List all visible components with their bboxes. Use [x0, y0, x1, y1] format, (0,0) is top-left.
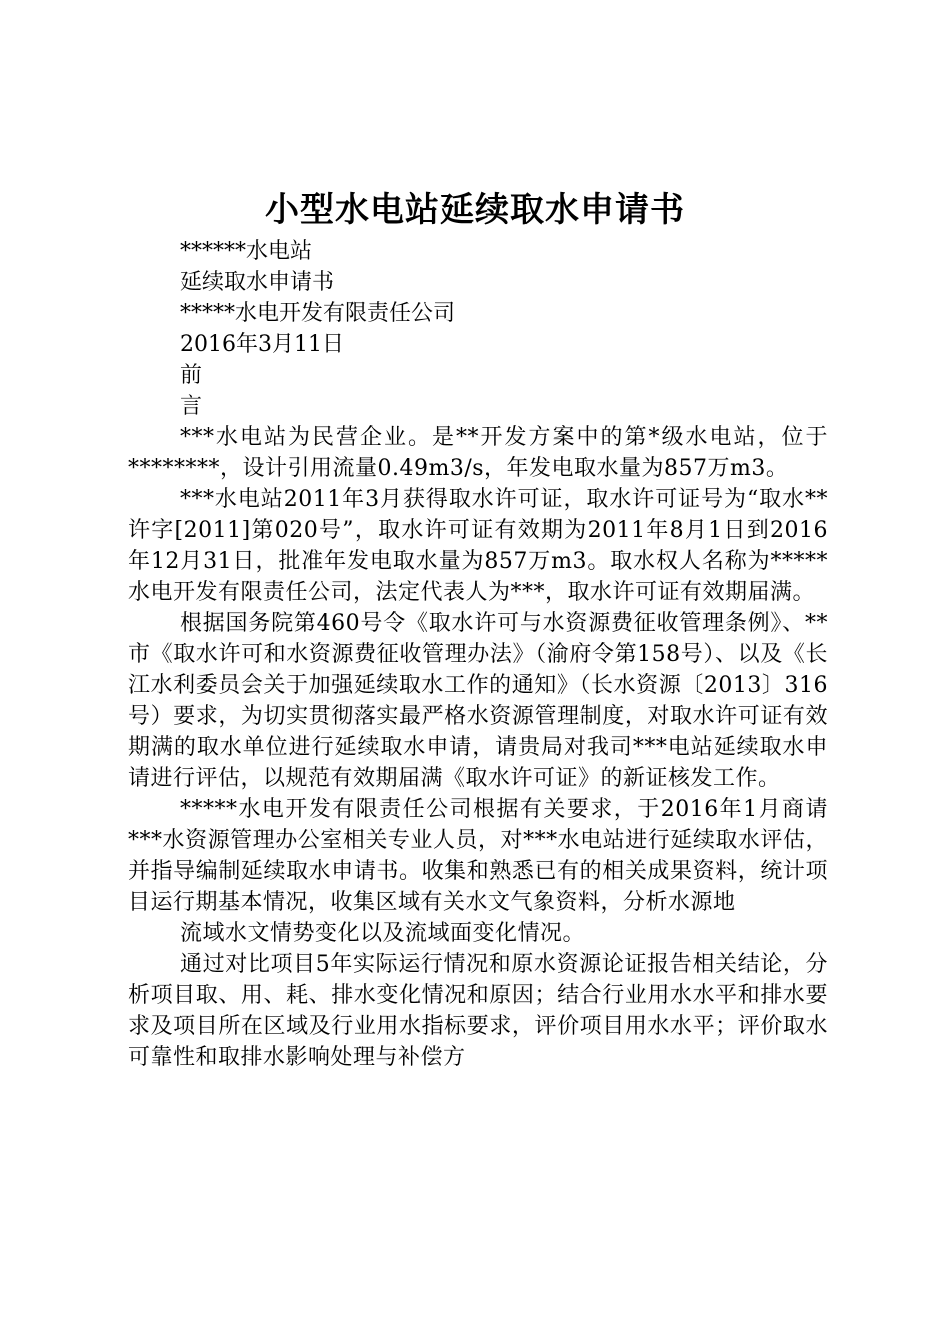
preface-heading-part1: 前 [180, 363, 203, 388]
document-body [128, 236, 828, 1073]
paragraph-license: ***水电站2011年3月获得取水许可证，取水许可证号为“取水**许字[2011]第020号”，取水许可证有效期为2011年8月1日到2016年12月31日，批准年发电取水量为857万m3。取水权人名称为*****水电开发有限责任公司，法定代表人为***，取水许可证有效期届满。 [128, 487, 828, 605]
paragraph-evaluation: *****水电开发有限责任公司根据有关要求，于2016年1月商请***水资源管理办公室相关专业人员，对***水电站进行延续取水评估，并指导编制延续取水申请书。收集和熟悉已有的相关成果资料，统计项目运行期基本情况，收集区域有关水文气象资料，分析水源地 [128, 797, 828, 915]
cover-line-doc-type: 延续取水申请书 [180, 270, 335, 295]
paragraph-analysis: 通过对比项目5年实际运行情况和原水资源论证报告相关结论，分析项目取、用、耗、排水变化情况和原因；结合行业用水水平和排水要求及项目所在区域及行业用水指标要求，评价项目用水水平；评价取水可靠性和取排水影响处理与补偿方 [128, 952, 828, 1070]
cover-line-company: *****水电开发有限责任公司 [180, 301, 456, 326]
paragraph-regulations: 根据国务院第460号令《取水许可与水资源费征收管理条例》、**市《取水许可和水资源费征收管理办法》（渝府令第158号）、以及《长江水利委员会关于加强延续取水工作的通知》（长水资源〔2013〕316号）要求，为切实贯彻落实最严格水资源管理制度，对取水许可证有效期满的取水单位进行延续取水申请，请贵局对我司***电站延续取水申请进行评估，以规范有效期届满《取水许可证》的新证核发工作。 [128, 611, 828, 791]
paragraph-intro: ***水电站为民营企业。是**开发方案中的第*级水电站，位于********，设计引用流量0.49m3/s，年发电取水量为857万m3。 [128, 425, 828, 481]
cover-line-station: ******水电站 [180, 239, 313, 264]
paragraph-hydrology: 流域水文情势变化以及流域面变化情况。 [180, 921, 586, 946]
cover-line-date: 2016年3月11日 [180, 332, 344, 357]
preface-heading-part2: 言 [180, 394, 203, 419]
document-title: 小型水电站延续取水申请书 [265, 190, 685, 230]
